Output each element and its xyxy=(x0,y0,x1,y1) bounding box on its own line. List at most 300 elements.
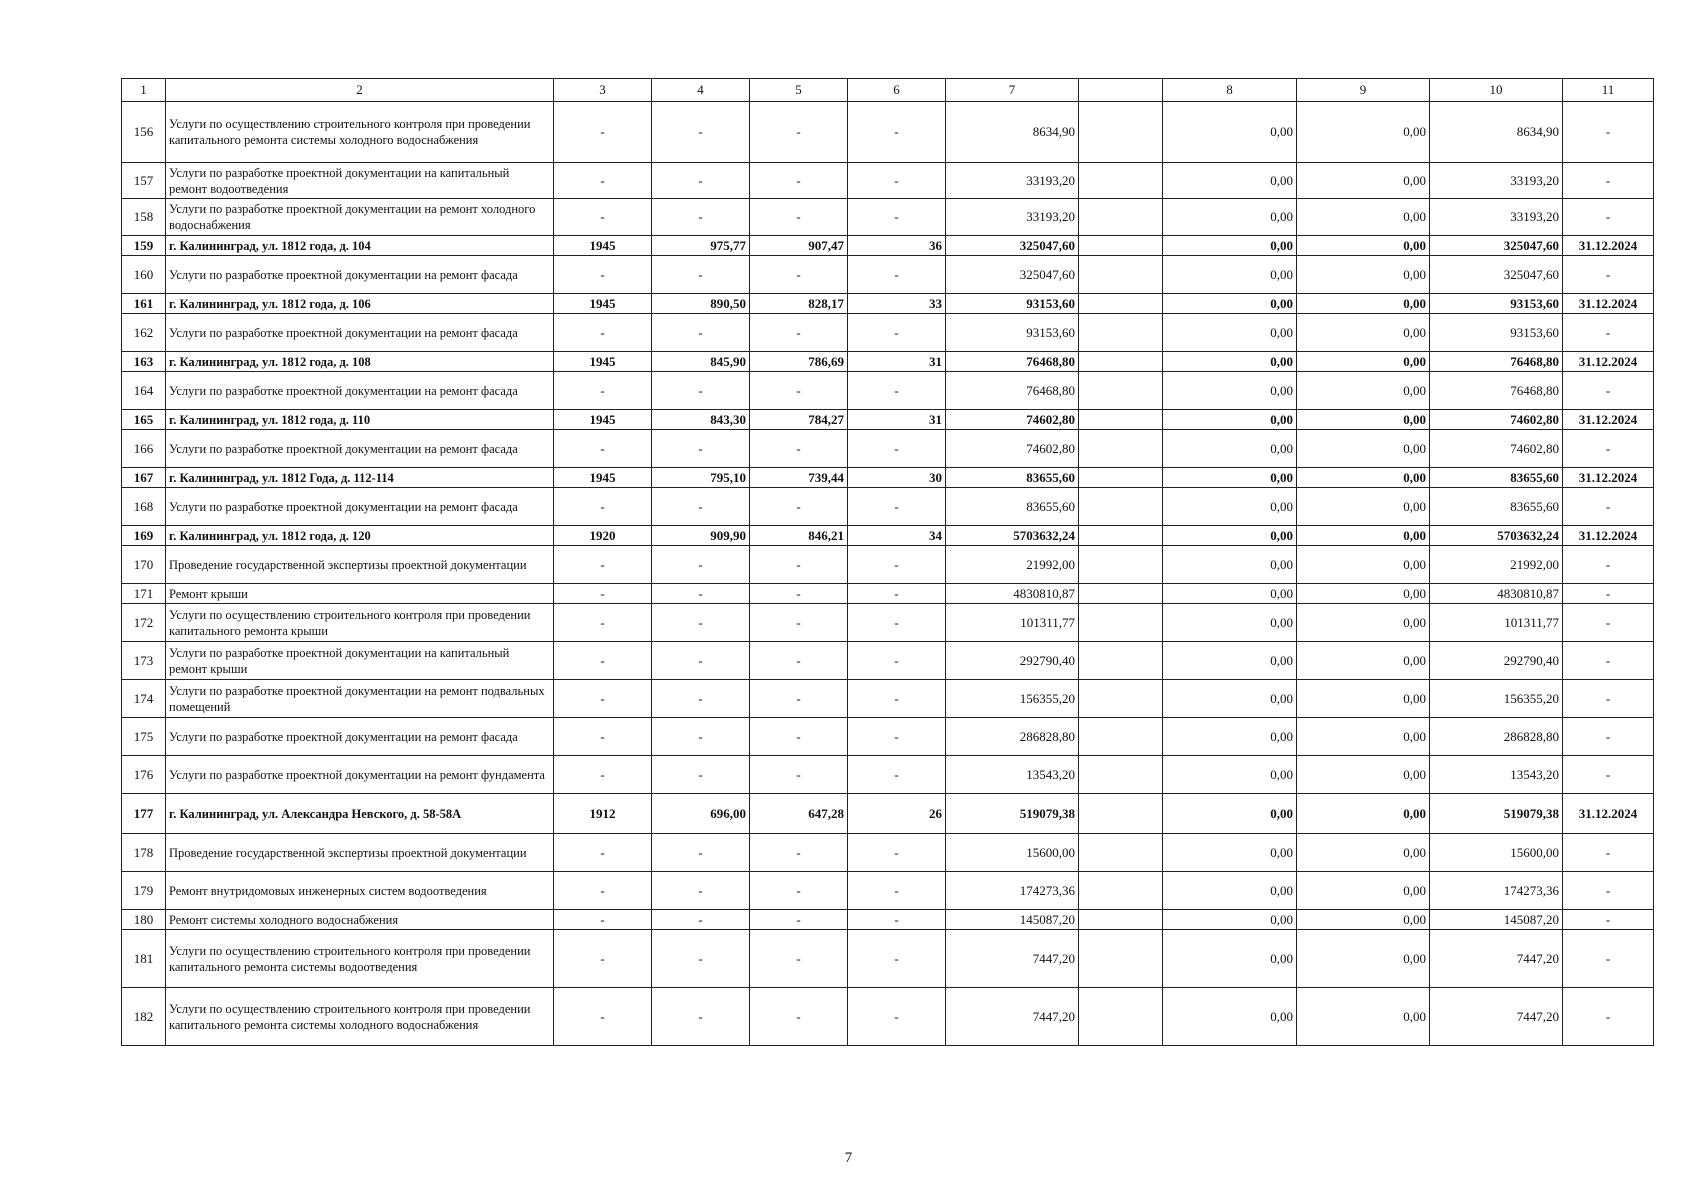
item-name: Услуги по разработке проектной документации на ремонт подвальных помещений xyxy=(166,680,554,718)
col10-cell: 76468,80 xyxy=(1430,372,1563,410)
row-number: 173 xyxy=(122,642,166,680)
col3-cell: - xyxy=(554,163,652,199)
col4-cell: - xyxy=(652,604,750,642)
col-header: 2 xyxy=(166,79,554,102)
col8-cell: 0,00 xyxy=(1163,546,1297,584)
col6-cell: - xyxy=(848,314,946,352)
col9-cell: 0,00 xyxy=(1297,430,1430,468)
col-header: 7 xyxy=(946,79,1079,102)
item-name: Услуги по осуществлению строительного контроля при проведении капитального ремонта системы холодного водоснабжения xyxy=(166,102,554,163)
col8-cell: 0,00 xyxy=(1163,102,1297,163)
table-row xyxy=(122,468,1654,488)
row-number: 176 xyxy=(122,756,166,794)
col10-cell: 174273,36 xyxy=(1430,872,1563,910)
row-number: 168 xyxy=(122,488,166,526)
col8-cell: 0,00 xyxy=(1163,163,1297,199)
row-number: 180 xyxy=(122,910,166,930)
table-row xyxy=(122,834,1654,872)
col11-cell: - xyxy=(1563,256,1654,294)
col10-cell: 145087,20 xyxy=(1430,910,1563,930)
item-name: г. Калининград, ул. 1812 года, д. 110 xyxy=(166,410,554,430)
row-number: 171 xyxy=(122,584,166,604)
col4-cell: - xyxy=(652,256,750,294)
col8-cell: 0,00 xyxy=(1163,988,1297,1046)
col8-cell: 0,00 xyxy=(1163,199,1297,236)
col4-cell: - xyxy=(652,988,750,1046)
col8-cell: 0,00 xyxy=(1163,294,1297,314)
col11-cell: - xyxy=(1563,872,1654,910)
col6-cell: - xyxy=(848,718,946,756)
col7-cell: 74602,80 xyxy=(946,430,1079,468)
col9-cell: 0,00 xyxy=(1297,410,1430,430)
col5-cell: 784,27 xyxy=(750,410,848,430)
col10-cell: 286828,80 xyxy=(1430,718,1563,756)
col3-cell: 1945 xyxy=(554,294,652,314)
item-name: Услуги по осуществлению строительного контроля при проведении капитального ремонта крыши xyxy=(166,604,554,642)
col7-cell: 76468,80 xyxy=(946,352,1079,372)
col10-cell: 76468,80 xyxy=(1430,352,1563,372)
col6-cell: - xyxy=(848,546,946,584)
col11-cell: - xyxy=(1563,546,1654,584)
col7-cell: 33193,20 xyxy=(946,199,1079,236)
col4-cell: - xyxy=(652,756,750,794)
col4-cell: - xyxy=(652,372,750,410)
col11-cell: - xyxy=(1563,642,1654,680)
col10-cell: 93153,60 xyxy=(1430,294,1563,314)
item-name: Ремонт системы холодного водоснабжения xyxy=(166,910,554,930)
col4-cell: - xyxy=(652,680,750,718)
row-number: 161 xyxy=(122,294,166,314)
col4-cell: 909,90 xyxy=(652,526,750,546)
col11-cell: - xyxy=(1563,718,1654,756)
item-name: Услуги по разработке проектной документации на ремонт холодного водоснабжения xyxy=(166,199,554,236)
row-number: 178 xyxy=(122,834,166,872)
table-row xyxy=(122,910,1654,930)
col9-cell: 0,00 xyxy=(1297,236,1430,256)
col9-cell: 0,00 xyxy=(1297,468,1430,488)
col3-cell: 1945 xyxy=(554,468,652,488)
col3-cell: - xyxy=(554,680,652,718)
col3-cell: - xyxy=(554,488,652,526)
col7-cell: 93153,60 xyxy=(946,314,1079,352)
item-name: г. Калининград, ул. 1812 Года, д. 112-114 xyxy=(166,468,554,488)
col3-cell: 1945 xyxy=(554,352,652,372)
item-name: Услуги по разработке проектной документации на капитальный ремонт крыши xyxy=(166,642,554,680)
col4-cell: - xyxy=(652,910,750,930)
item-name: г. Калининград, ул. 1812 года, д. 104 xyxy=(166,236,554,256)
table-row xyxy=(122,642,1654,680)
col4-cell: 696,00 xyxy=(652,794,750,834)
col3-cell: - xyxy=(554,988,652,1046)
col9-cell: 0,00 xyxy=(1297,910,1430,930)
col11-cell: 31.12.2024 xyxy=(1563,794,1654,834)
col6-cell: - xyxy=(848,988,946,1046)
col10-cell: 33193,20 xyxy=(1430,199,1563,236)
col4-cell: 845,90 xyxy=(652,352,750,372)
col7-cell: 33193,20 xyxy=(946,163,1079,199)
col11-cell: - xyxy=(1563,199,1654,236)
col7-cell: 7447,20 xyxy=(946,988,1079,1046)
col-header xyxy=(1079,79,1163,102)
col3-cell: - xyxy=(554,756,652,794)
col11-cell: 31.12.2024 xyxy=(1563,294,1654,314)
col9-cell: 0,00 xyxy=(1297,256,1430,294)
item-name: г. Калининград, ул. 1812 года, д. 120 xyxy=(166,526,554,546)
col10-cell: 83655,60 xyxy=(1430,488,1563,526)
col3-cell: - xyxy=(554,256,652,294)
col11-cell: - xyxy=(1563,756,1654,794)
col9-cell: 0,00 xyxy=(1297,294,1430,314)
col8-cell: 0,00 xyxy=(1163,488,1297,526)
col9-cell: 0,00 xyxy=(1297,352,1430,372)
spacer-cell xyxy=(1079,199,1163,236)
col6-cell: - xyxy=(848,910,946,930)
col3-cell: - xyxy=(554,910,652,930)
table-row xyxy=(122,410,1654,430)
col8-cell: 0,00 xyxy=(1163,872,1297,910)
col-header: 5 xyxy=(750,79,848,102)
col6-cell: - xyxy=(848,102,946,163)
spacer-cell xyxy=(1079,988,1163,1046)
table-row xyxy=(122,199,1654,236)
col11-cell: - xyxy=(1563,988,1654,1046)
row-number: 164 xyxy=(122,372,166,410)
col11-cell: - xyxy=(1563,930,1654,988)
col4-cell: - xyxy=(652,834,750,872)
col11-cell: - xyxy=(1563,314,1654,352)
col8-cell: 0,00 xyxy=(1163,372,1297,410)
spacer-cell xyxy=(1079,642,1163,680)
col11-cell: - xyxy=(1563,834,1654,872)
table-row xyxy=(122,546,1654,584)
col-header: 10 xyxy=(1430,79,1563,102)
spacer-cell xyxy=(1079,718,1163,756)
table-row xyxy=(122,988,1654,1046)
col8-cell: 0,00 xyxy=(1163,410,1297,430)
col4-cell: - xyxy=(652,488,750,526)
col10-cell: 519079,38 xyxy=(1430,794,1563,834)
col6-cell: 30 xyxy=(848,468,946,488)
col4-cell: - xyxy=(652,546,750,584)
col5-cell: - xyxy=(750,834,848,872)
col6-cell: 33 xyxy=(848,294,946,314)
row-number: 174 xyxy=(122,680,166,718)
col5-cell: - xyxy=(750,102,848,163)
col3-cell: - xyxy=(554,199,652,236)
col9-cell: 0,00 xyxy=(1297,642,1430,680)
col3-cell: 1912 xyxy=(554,794,652,834)
table-row xyxy=(122,372,1654,410)
spacer-cell xyxy=(1079,314,1163,352)
col5-cell: - xyxy=(750,930,848,988)
col10-cell: 15600,00 xyxy=(1430,834,1563,872)
col11-cell: - xyxy=(1563,584,1654,604)
col6-cell: 36 xyxy=(848,236,946,256)
table-row xyxy=(122,680,1654,718)
col7-cell: 519079,38 xyxy=(946,794,1079,834)
col5-cell: 828,17 xyxy=(750,294,848,314)
row-number: 162 xyxy=(122,314,166,352)
col3-cell: - xyxy=(554,314,652,352)
col5-cell: 907,47 xyxy=(750,236,848,256)
col4-cell: 890,50 xyxy=(652,294,750,314)
item-name: Проведение государственной экспертизы проектной документации xyxy=(166,546,554,584)
col6-cell: - xyxy=(848,834,946,872)
row-number: 156 xyxy=(122,102,166,163)
col4-cell: - xyxy=(652,584,750,604)
col8-cell: 0,00 xyxy=(1163,642,1297,680)
col3-cell: - xyxy=(554,546,652,584)
table-row xyxy=(122,604,1654,642)
col3-cell: - xyxy=(554,642,652,680)
col6-cell: - xyxy=(848,756,946,794)
col10-cell: 21992,00 xyxy=(1430,546,1563,584)
col10-cell: 8634,90 xyxy=(1430,102,1563,163)
col11-cell: - xyxy=(1563,488,1654,526)
item-name: Проведение государственной экспертизы проектной документации xyxy=(166,834,554,872)
spacer-cell xyxy=(1079,352,1163,372)
spacer-cell xyxy=(1079,546,1163,584)
col10-cell: 7447,20 xyxy=(1430,988,1563,1046)
row-number: 163 xyxy=(122,352,166,372)
col10-cell: 7447,20 xyxy=(1430,930,1563,988)
spacer-cell xyxy=(1079,236,1163,256)
col7-cell: 83655,60 xyxy=(946,488,1079,526)
col5-cell: - xyxy=(750,872,848,910)
col-header: 8 xyxy=(1163,79,1297,102)
col5-cell: - xyxy=(750,488,848,526)
col3-cell: 1945 xyxy=(554,410,652,430)
col11-cell: 31.12.2024 xyxy=(1563,526,1654,546)
col7-cell: 156355,20 xyxy=(946,680,1079,718)
col8-cell: 0,00 xyxy=(1163,680,1297,718)
row-number: 167 xyxy=(122,468,166,488)
col7-cell: 15600,00 xyxy=(946,834,1079,872)
item-name: Услуги по разработке проектной документации на ремонт фасада xyxy=(166,718,554,756)
col4-cell: - xyxy=(652,930,750,988)
spacer-cell xyxy=(1079,294,1163,314)
col11-cell: - xyxy=(1563,430,1654,468)
col10-cell: 5703632,24 xyxy=(1430,526,1563,546)
col5-cell: - xyxy=(750,910,848,930)
row-number: 165 xyxy=(122,410,166,430)
capital-repair-table xyxy=(121,78,1654,1046)
row-number: 181 xyxy=(122,930,166,988)
col6-cell: 31 xyxy=(848,352,946,372)
col9-cell: 0,00 xyxy=(1297,314,1430,352)
item-name: г. Калининград, ул. Александра Невского, д. 58-58А xyxy=(166,794,554,834)
col10-cell: 4830810,87 xyxy=(1430,584,1563,604)
col9-cell: 0,00 xyxy=(1297,584,1430,604)
col10-cell: 292790,40 xyxy=(1430,642,1563,680)
col8-cell: 0,00 xyxy=(1163,236,1297,256)
col9-cell: 0,00 xyxy=(1297,199,1430,236)
col11-cell: - xyxy=(1563,372,1654,410)
table-row xyxy=(122,256,1654,294)
col7-cell: 145087,20 xyxy=(946,910,1079,930)
col8-cell: 0,00 xyxy=(1163,256,1297,294)
col11-cell: 31.12.2024 xyxy=(1563,236,1654,256)
col10-cell: 93153,60 xyxy=(1430,314,1563,352)
col7-cell: 13543,20 xyxy=(946,756,1079,794)
item-name: Услуги по разработке проектной документации на ремонт фасада xyxy=(166,488,554,526)
spacer-cell xyxy=(1079,372,1163,410)
col9-cell: 0,00 xyxy=(1297,526,1430,546)
item-name: г. Калининград, ул. 1812 года, д. 108 xyxy=(166,352,554,372)
spacer-cell xyxy=(1079,794,1163,834)
col7-cell: 101311,77 xyxy=(946,604,1079,642)
col7-cell: 83655,60 xyxy=(946,468,1079,488)
col11-cell: - xyxy=(1563,910,1654,930)
table-row xyxy=(122,163,1654,199)
col11-cell: - xyxy=(1563,102,1654,163)
col8-cell: 0,00 xyxy=(1163,756,1297,794)
table-row xyxy=(122,872,1654,910)
row-number: 160 xyxy=(122,256,166,294)
col11-cell: - xyxy=(1563,604,1654,642)
item-name: Услуги по разработке проектной документации на ремонт фасада xyxy=(166,372,554,410)
item-name: Ремонт внутридомовых инженерных систем водоотведения xyxy=(166,872,554,910)
row-number: 175 xyxy=(122,718,166,756)
col4-cell: - xyxy=(652,718,750,756)
item-name: Услуги по осуществлению строительного контроля при проведении капитального ремонта системы водоотведения xyxy=(166,930,554,988)
row-number: 159 xyxy=(122,236,166,256)
spacer-cell xyxy=(1079,256,1163,294)
col9-cell: 0,00 xyxy=(1297,930,1430,988)
item-name: Услуги по разработке проектной документации на ремонт фасада xyxy=(166,314,554,352)
col6-cell: - xyxy=(848,642,946,680)
spacer-cell xyxy=(1079,910,1163,930)
col11-cell: 31.12.2024 xyxy=(1563,410,1654,430)
col11-cell: - xyxy=(1563,680,1654,718)
col3-cell: - xyxy=(554,872,652,910)
item-name: Услуги по разработке проектной документации на ремонт фундамента xyxy=(166,756,554,794)
col10-cell: 325047,60 xyxy=(1430,236,1563,256)
col10-cell: 83655,60 xyxy=(1430,468,1563,488)
col6-cell: - xyxy=(848,256,946,294)
col3-cell: - xyxy=(554,102,652,163)
col7-cell: 292790,40 xyxy=(946,642,1079,680)
item-name: Услуги по осуществлению строительного контроля при проведении капитального ремонта системы холодного водоснабжения xyxy=(166,988,554,1046)
col10-cell: 13543,20 xyxy=(1430,756,1563,794)
col9-cell: 0,00 xyxy=(1297,988,1430,1046)
col3-cell: - xyxy=(554,604,652,642)
col-header: 4 xyxy=(652,79,750,102)
col8-cell: 0,00 xyxy=(1163,910,1297,930)
col10-cell: 156355,20 xyxy=(1430,680,1563,718)
table-body xyxy=(122,102,1654,1046)
col4-cell: - xyxy=(652,199,750,236)
col6-cell: 26 xyxy=(848,794,946,834)
item-name: Услуги по разработке проектной документации на капитальный ремонт водоотведения xyxy=(166,163,554,199)
col3-cell: - xyxy=(554,584,652,604)
col9-cell: 0,00 xyxy=(1297,372,1430,410)
row-number: 182 xyxy=(122,988,166,1046)
col5-cell: - xyxy=(750,642,848,680)
col3-cell: - xyxy=(554,430,652,468)
col5-cell: - xyxy=(750,372,848,410)
col8-cell: 0,00 xyxy=(1163,526,1297,546)
spacer-cell xyxy=(1079,756,1163,794)
row-number: 166 xyxy=(122,430,166,468)
col9-cell: 0,00 xyxy=(1297,604,1430,642)
col9-cell: 0,00 xyxy=(1297,546,1430,584)
table-row xyxy=(122,584,1654,604)
col11-cell: 31.12.2024 xyxy=(1563,352,1654,372)
col11-cell: 31.12.2024 xyxy=(1563,468,1654,488)
col4-cell: - xyxy=(652,642,750,680)
col6-cell: - xyxy=(848,930,946,988)
col3-cell: - xyxy=(554,718,652,756)
col5-cell: - xyxy=(750,199,848,236)
col7-cell: 325047,60 xyxy=(946,236,1079,256)
col-header: 9 xyxy=(1297,79,1430,102)
col8-cell: 0,00 xyxy=(1163,584,1297,604)
col6-cell: - xyxy=(848,488,946,526)
spacer-cell xyxy=(1079,680,1163,718)
spacer-cell xyxy=(1079,430,1163,468)
col7-cell: 21992,00 xyxy=(946,546,1079,584)
col5-cell: - xyxy=(750,756,848,794)
row-number: 172 xyxy=(122,604,166,642)
row-number: 157 xyxy=(122,163,166,199)
table-row xyxy=(122,236,1654,256)
spacer-cell xyxy=(1079,872,1163,910)
col8-cell: 0,00 xyxy=(1163,794,1297,834)
col4-cell: - xyxy=(652,314,750,352)
table-row xyxy=(122,314,1654,352)
col4-cell: 795,10 xyxy=(652,468,750,488)
table-row xyxy=(122,526,1654,546)
col10-cell: 74602,80 xyxy=(1430,410,1563,430)
col3-cell: 1945 xyxy=(554,236,652,256)
spacer-cell xyxy=(1079,488,1163,526)
page-number: 7 xyxy=(844,1150,853,1166)
spacer-cell xyxy=(1079,468,1163,488)
col7-cell: 5703632,24 xyxy=(946,526,1079,546)
col5-cell: - xyxy=(750,604,848,642)
spacer-cell xyxy=(1079,604,1163,642)
col5-cell: - xyxy=(750,988,848,1046)
col3-cell: - xyxy=(554,372,652,410)
column-number-row xyxy=(122,79,1654,102)
col7-cell: 8634,90 xyxy=(946,102,1079,163)
col5-cell: 647,28 xyxy=(750,794,848,834)
col6-cell: 31 xyxy=(848,410,946,430)
col5-cell: - xyxy=(750,256,848,294)
spacer-cell xyxy=(1079,163,1163,199)
row-number: 158 xyxy=(122,199,166,236)
item-name: Ремонт крыши xyxy=(166,584,554,604)
col9-cell: 0,00 xyxy=(1297,680,1430,718)
col5-cell: - xyxy=(750,430,848,468)
col9-cell: 0,00 xyxy=(1297,756,1430,794)
col5-cell: - xyxy=(750,718,848,756)
col8-cell: 0,00 xyxy=(1163,430,1297,468)
table-row xyxy=(122,756,1654,794)
col9-cell: 0,00 xyxy=(1297,834,1430,872)
table-row xyxy=(122,102,1654,163)
table-row xyxy=(122,294,1654,314)
col8-cell: 0,00 xyxy=(1163,314,1297,352)
item-name: г. Калининград, ул. 1812 года, д. 106 xyxy=(166,294,554,314)
col-header: 6 xyxy=(848,79,946,102)
col6-cell: 34 xyxy=(848,526,946,546)
col6-cell: - xyxy=(848,163,946,199)
row-number: 177 xyxy=(122,794,166,834)
spacer-cell xyxy=(1079,410,1163,430)
col5-cell: - xyxy=(750,680,848,718)
